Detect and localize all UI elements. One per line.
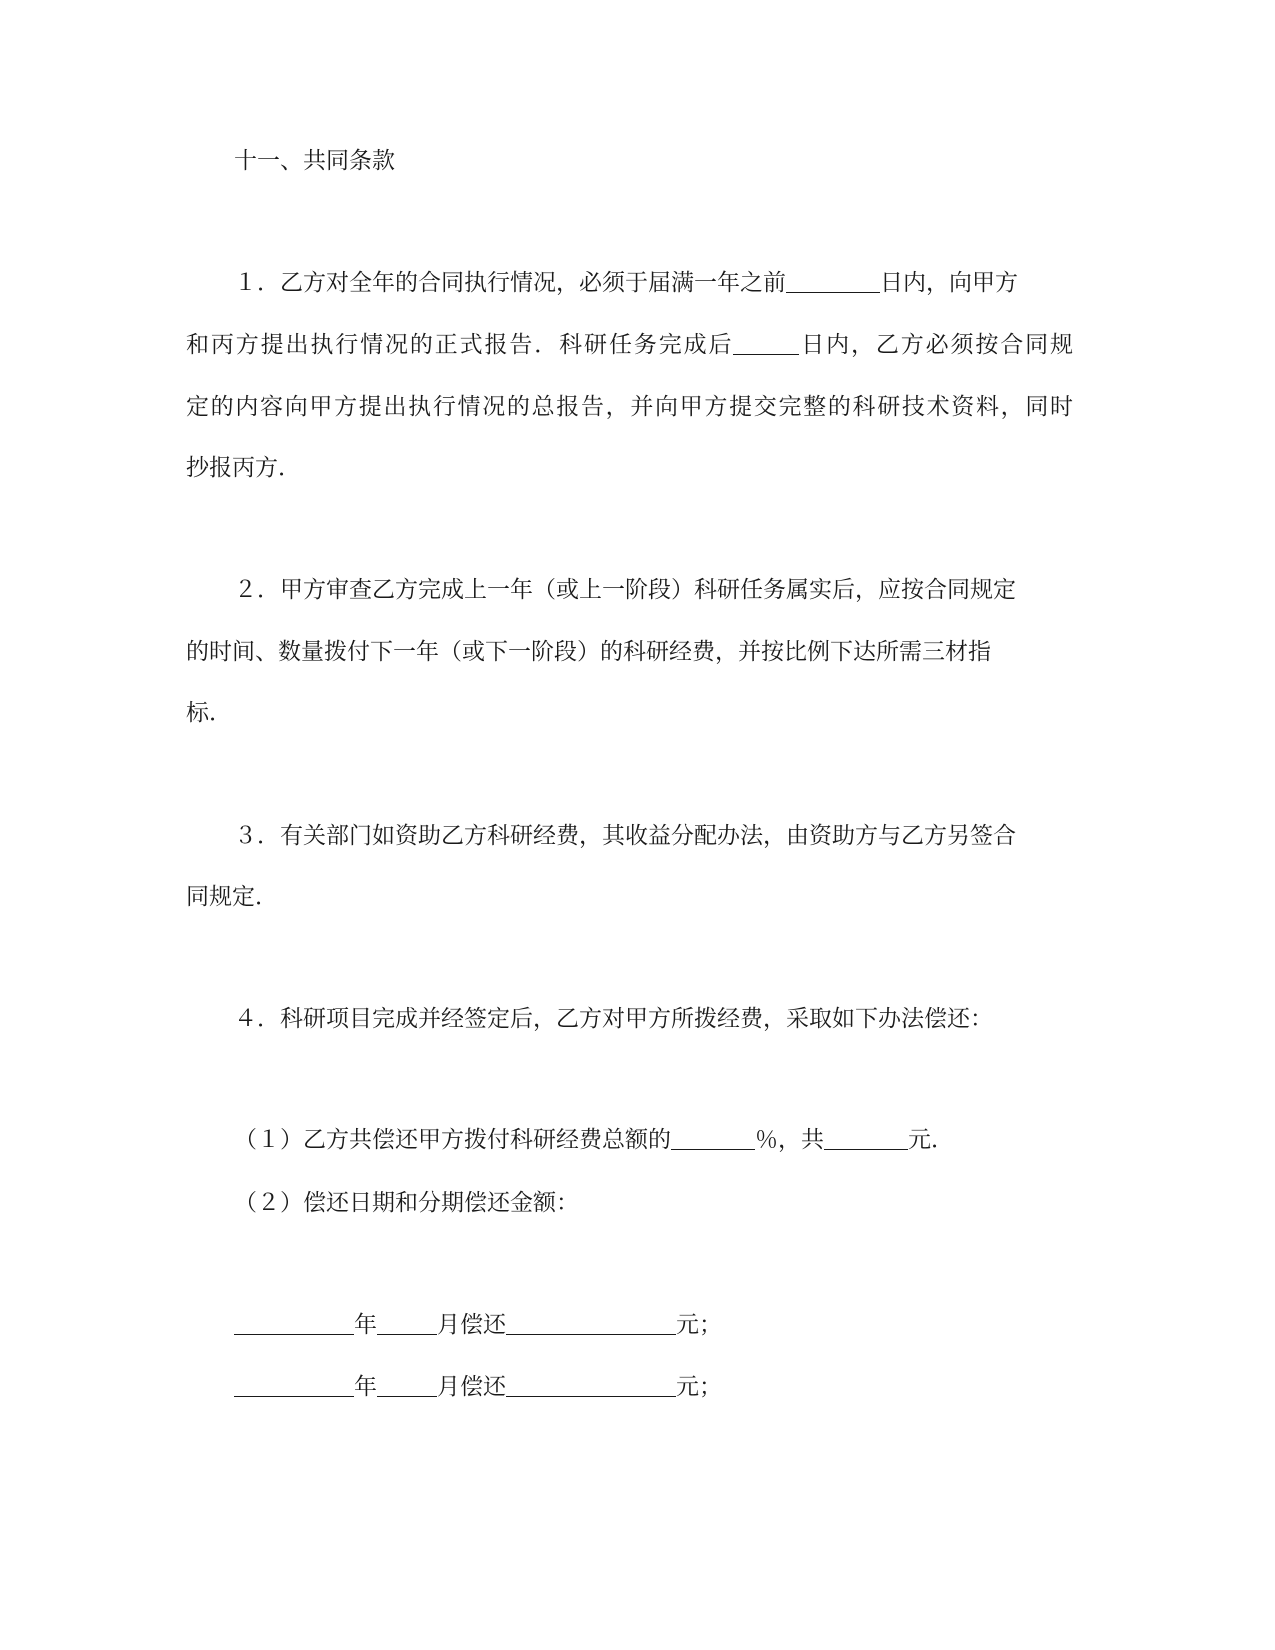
clause-1-line-3: 定的内容向甲方提出执行情况的总报告，并向甲方提交完整的科研技术资料，同时 <box>186 394 1073 420</box>
clause-1-text-d: 日内，乙方必须按合同规 <box>799 332 1074 358</box>
unit-label: 元； <box>676 1312 722 1338</box>
repayment-row <box>234 1310 722 1340</box>
amount-blank <box>824 1127 908 1150</box>
clause-1-text-a: １．乙方对全年的合同执行情况，必须于届满一年之前 <box>234 270 786 296</box>
clause-1-text-b: 日内，向甲方 <box>880 270 1018 296</box>
clause-2-line-3: 标． <box>186 700 232 726</box>
clause-1-line-2 <box>186 330 1073 360</box>
unit-label: 元； <box>676 1374 722 1400</box>
month-blank <box>377 1312 437 1335</box>
days-blank-1 <box>786 270 880 293</box>
clause-1-text-c: 和丙方提出执行情况的正式报告．科研任务完成后 <box>186 332 734 358</box>
year-label: 年 <box>354 1374 377 1400</box>
section-heading: 十一、共同条款 <box>234 148 395 174</box>
clause-2-line-2: 的时间、数量拨付下一年（或下一阶段）的科研经费，并按比例下达所需三材指 <box>186 639 991 665</box>
clause-4-line-1: ４．科研项目完成并经签定后，乙方对甲方所拨经费，采取如下办法偿还： <box>234 1006 993 1032</box>
clause-3-line-2: 同规定． <box>186 884 278 910</box>
item-1-text-a: （１）乙方共偿还甲方拨付科研经费总额的 <box>234 1127 671 1153</box>
clause-1-line-1 <box>234 268 1018 298</box>
month-label: 月偿还 <box>437 1374 506 1400</box>
clause-1-line-4: 抄报丙方． <box>186 455 301 481</box>
clause-2-line-1: ２．甲方审查乙方完成上一年（或上一阶段）科研任务属实后，应按合同规定 <box>234 577 1016 603</box>
percent-blank <box>671 1127 755 1150</box>
month-blank <box>377 1374 437 1397</box>
repayment-row <box>234 1372 722 1402</box>
clause-3-line-1: ３．有关部门如资助乙方科研经费，其收益分配办法，由资助方与乙方另签合 <box>234 823 1016 849</box>
year-blank <box>234 1312 354 1335</box>
month-label: 月偿还 <box>437 1312 506 1338</box>
repay-amount-blank <box>506 1312 676 1335</box>
days-blank-2 <box>733 332 799 355</box>
year-label: 年 <box>354 1312 377 1338</box>
item-1-text-b: ％，共 <box>755 1127 824 1153</box>
item-2-line: （２）偿还日期和分期偿还金额： <box>234 1190 579 1216</box>
item-1-text-c: 元． <box>908 1127 954 1153</box>
item-1-line <box>234 1125 954 1155</box>
year-blank <box>234 1374 354 1397</box>
repay-amount-blank <box>506 1374 676 1397</box>
